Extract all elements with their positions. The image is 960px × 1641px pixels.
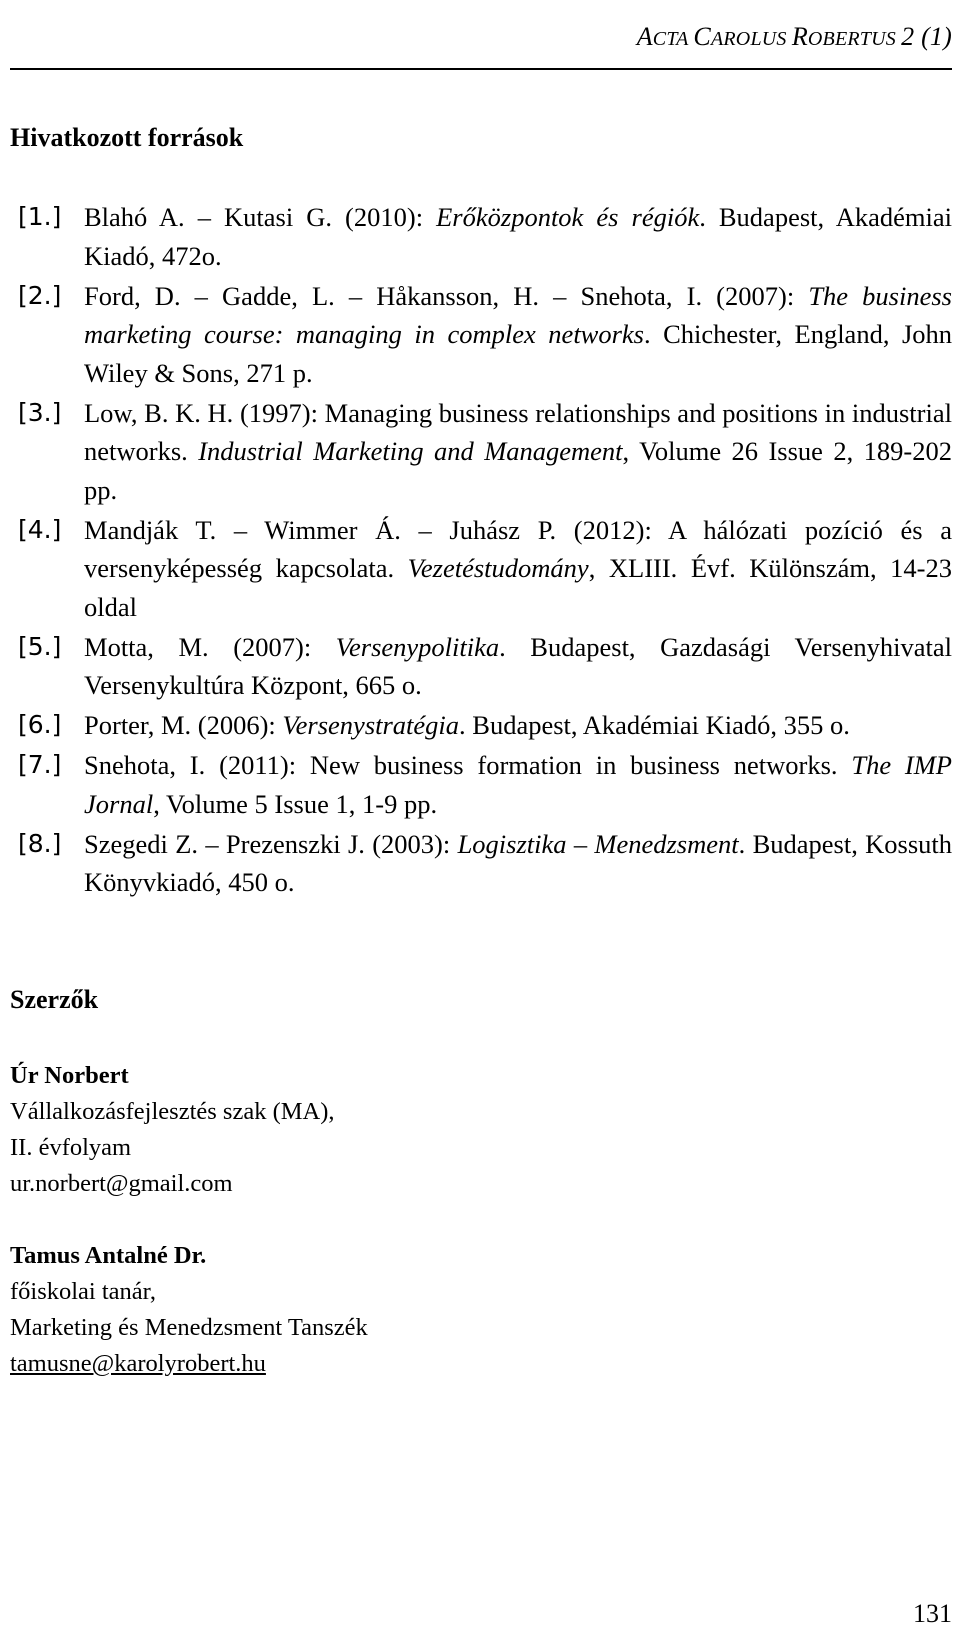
running-head-part: A xyxy=(636,22,653,51)
reference-title: Erőközpontok és régiók xyxy=(436,202,700,232)
reference-number: [8.] xyxy=(18,828,62,858)
running-head xyxy=(637,22,952,52)
reference-text: , XLIII. Évf. Különszám, 14-23 oldal xyxy=(84,553,952,622)
authors-section xyxy=(10,1058,910,1418)
reference-text: . Budapest, Akadémiai Kiadó, 355 o. xyxy=(459,710,850,740)
reference-item xyxy=(10,198,952,275)
running-head-part: OBERTUS xyxy=(807,28,902,50)
author-department: Marketing és Menedzsment Tanszék xyxy=(10,1314,368,1341)
reference-item xyxy=(10,706,952,745)
reference-title: Versenystratégia xyxy=(282,710,460,740)
reference-title: Industrial Marketing and Management xyxy=(198,436,623,466)
authors-heading: Szerzők xyxy=(10,985,99,1014)
reference-number: [1.] xyxy=(18,202,62,231)
reference-text: . Budapest, Kossuth Könyvkiadó, 450 o. xyxy=(84,828,953,897)
author-name: Úr Norbert xyxy=(10,1062,129,1089)
reference-list xyxy=(10,198,952,903)
reference-text: Szegedi Z. – Prezenszki J. (2003): xyxy=(84,828,458,859)
author-email: ur.norbert@gmail.com xyxy=(10,1170,233,1197)
reference-text: , Volume 26 Issue 2, 189-202 pp. xyxy=(84,436,952,505)
reference-number: [5.] xyxy=(18,631,62,661)
reference-text: , Volume 5 Issue 1, 1-9 pp. xyxy=(153,788,438,819)
reference-text: . Chichester, England, John Wiley & Sons, 271 p. xyxy=(84,319,953,388)
header-rule xyxy=(10,68,952,70)
reference-text: Motta, M. (2007): xyxy=(84,631,336,662)
author-block xyxy=(10,1058,910,1202)
reference-text: . Budapest, Akadémiai Kiadó, 472o. xyxy=(84,202,952,271)
reference-text: Porter, M. (2006): xyxy=(84,710,283,740)
reference-number: [6.] xyxy=(18,710,62,739)
reference-text: Low, B. K. H. (1997): Managing business relationships and positions in industrial networks. xyxy=(84,397,952,466)
reference-title: Logisztika – Menedzsment xyxy=(457,828,739,859)
running-head-issue: 2 (1) xyxy=(901,22,952,51)
author-position: főiskolai tanár, xyxy=(10,1278,156,1305)
references-heading: Hivatkozott források xyxy=(10,123,244,152)
page-number: 131 xyxy=(913,1599,952,1628)
reference-number: [7.] xyxy=(18,750,62,779)
author-affiliation: Vállalkozásfejlesztés szak (MA), xyxy=(10,1098,335,1125)
reference-title: Vezetéstudomány xyxy=(407,553,589,583)
reference-text: Snehota, I. (2011): New business formation in business networks. xyxy=(84,750,852,780)
reference-number: [3.] xyxy=(18,397,62,427)
author-block xyxy=(10,1238,910,1382)
reference-text: Ford, D. – Gadde, L. – Håkansson, H. – Snehota, I. (2007): xyxy=(84,280,809,311)
running-head-part: C xyxy=(693,22,711,51)
reference-item xyxy=(10,277,952,393)
reference-item xyxy=(10,746,952,823)
author-email-link[interactable]: tamusne@karolyrobert.hu xyxy=(10,1350,266,1377)
reference-text: Mandják T. – Wimmer Á. – Juhász P. (2012): A hálózati pozíció és a versenyképesség kapcsolata. xyxy=(84,514,952,583)
reference-number: [4.] xyxy=(18,514,62,544)
reference-item xyxy=(10,394,952,510)
running-head-part: R xyxy=(791,22,808,51)
running-head-part: AROLUS xyxy=(710,28,792,50)
reference-title: The business marketing course: managing in complex networks xyxy=(84,280,952,349)
reference-title: The IMP Jornal xyxy=(84,750,952,819)
reference-text: . Budapest, Gazdasági Versenyhivatal Versenykultúra Központ, 665 o. xyxy=(84,631,953,700)
reference-item xyxy=(10,511,952,627)
reference-item xyxy=(10,825,952,902)
reference-text: Blahó A. – Kutasi G. (2010): xyxy=(84,202,437,232)
author-affiliation: II. évfolyam xyxy=(10,1134,132,1161)
reference-title: Versenypolitika xyxy=(335,631,500,662)
reference-number: [2.] xyxy=(18,280,62,310)
author-name: Tamus Antalné Dr. xyxy=(10,1242,207,1269)
running-head-part: CTA xyxy=(652,28,694,50)
reference-item xyxy=(10,628,952,705)
